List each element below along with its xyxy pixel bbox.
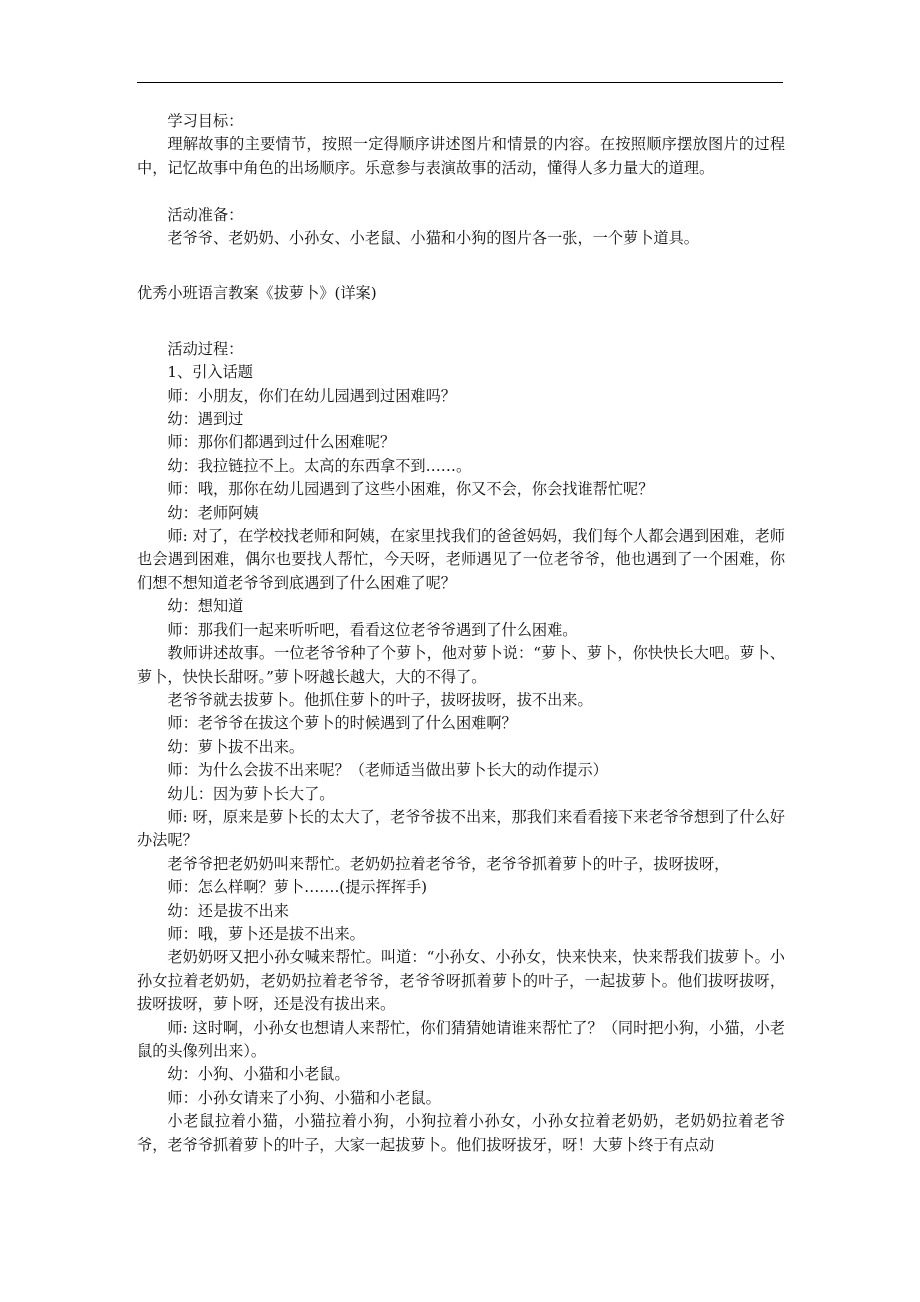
- process-line: 师: 对了，在学校找老师和阿姨，在家里找我们的爸爸妈妈，我们每个人都会遇到困难，老师也会遇到困难，偶尔也要找人帮忙，今天呀，老师遇见了一位老爷爷，他也遇到了一个困难，你们想不想知道老爷爷到底遇到了什么困难了呢？: [137, 527, 785, 592]
- process-line: 老爷爷就去拔萝卜。他抓住萝卜的叶子，拔呀拔呀，拔不出来。: [167, 690, 593, 709]
- process-line: 老奶奶呀又把小孙女喊来帮忙。叫道：“小孙女、小孙女，快来快来，快来帮我们拔萝卜。小孙女拉着老奶奶，老奶奶拉着老爷爷，老爷爷呀抓着萝卜的叶子，一起拔萝卜。他们拔呀拔呀，拔呀拔呀，萝卜呀，还是没有拔出来。: [137, 948, 785, 1014]
- process-line: 师：那你们都遇到过什么困难呢？: [167, 433, 396, 452]
- process-line: 老爷爷把老奶奶叫来帮忙。老奶奶拉着老爷爷，老爷爷抓着萝卜的叶子，拔呀拔呀，: [167, 854, 730, 873]
- process-line: 师：哦，那你在幼儿园遇到了这些小困难，你又不会，你会找谁帮忙呢？: [167, 480, 654, 499]
- process-line: 小老鼠拉着小猫，小猫拉着小狗，小狗拉着小孙女，小孙女拉着老奶奶，老奶奶拉着老爷爷，老爷爷抓着萝卜的叶子，大家一起拔萝卜。他们拔呀拔牙，呀！大萝卜终于有点动: [137, 1112, 785, 1154]
- header-rule: [137, 82, 783, 83]
- spacer: [137, 250, 785, 282]
- process-line: 幼：遇到过: [167, 410, 244, 429]
- process-line: 师：老爷爷在拔这个萝卜的时候遇到了什么困难啊？: [167, 714, 517, 733]
- process-line: 幼儿：因为萝卜长大了。: [167, 784, 335, 803]
- process-line: 师：那我们一起来听听吧，看看这位老爷爷遇到了什么困难。: [167, 620, 578, 639]
- process-line: 师：为什么会拔不出来呢？（老师适当做出萝卜长大的动作提示）: [167, 761, 608, 780]
- document-body: [137, 110, 785, 1157]
- goal-heading: 学习目标：: [167, 112, 244, 130]
- process-line: 1、引入话题: [167, 363, 253, 382]
- spacer: [137, 180, 785, 203]
- doc-title: 优秀小班语言教案《拔萝卜》(详案): [137, 284, 377, 303]
- process-line: 师: 这时啊，小孙女也想请人来帮忙，你们猜猜她请谁来帮忙了？（同时把小狗，小猫，小老鼠的头像列出来）。: [137, 1018, 785, 1061]
- prep-heading: 活动准备：: [167, 205, 244, 224]
- process-line: 幼：老师阿姨: [167, 503, 259, 522]
- process-line: 师：小孙女请来了小狗、小猫和小老鼠。: [167, 1088, 441, 1107]
- process-line: 师：怎么样啊？萝卜…….(提示挥挥手): [167, 878, 428, 897]
- goal-text: 理解故事的主要情节，按照一定得顺序讲述图片和情景的内容。在按照顺序摆放图片的过程中，记忆故事中角色的出场顺序。乐意参与表演故事的活动，懂得人多力量大的道理。: [137, 135, 785, 177]
- process-line: 师：哦，萝卜还是拔不出来。: [167, 924, 365, 943]
- process-line: 幼：还是拔不出来: [167, 901, 289, 920]
- process-line: 师: 呀，原来是萝卜长的太大了，老爷爷拔不出来，那我们来看看接下来老爷爷想到了什么好办法呢？: [137, 807, 785, 850]
- process-line: 幼：想知道: [167, 597, 244, 616]
- process-heading: 活动过程：: [167, 339, 244, 358]
- prep-text: 老爷爷、老奶奶、小孙女、小老鼠、小猫和小狗的图片各一张，一个萝卜道具。: [167, 229, 699, 248]
- process-line: 教师讲述故事。一位老爷爷种了个萝卜，他对萝卜说：“萝卜、萝卜，你快快长大吧。萝卜、萝卜，快快长甜呀。”萝卜呀越长越大，大的不得了。: [137, 644, 785, 686]
- process-line: 幼：萝卜拔不出来。: [167, 737, 305, 756]
- spacer: [137, 306, 785, 338]
- process-line: 幼：我拉链拉不上。太高的东西拿不到……。: [167, 456, 472, 475]
- process-line: 师：小朋友，你们在幼儿园遇到过困难吗？: [167, 386, 456, 405]
- process-line: 幼：小狗、小猫和小老鼠。: [167, 1065, 350, 1084]
